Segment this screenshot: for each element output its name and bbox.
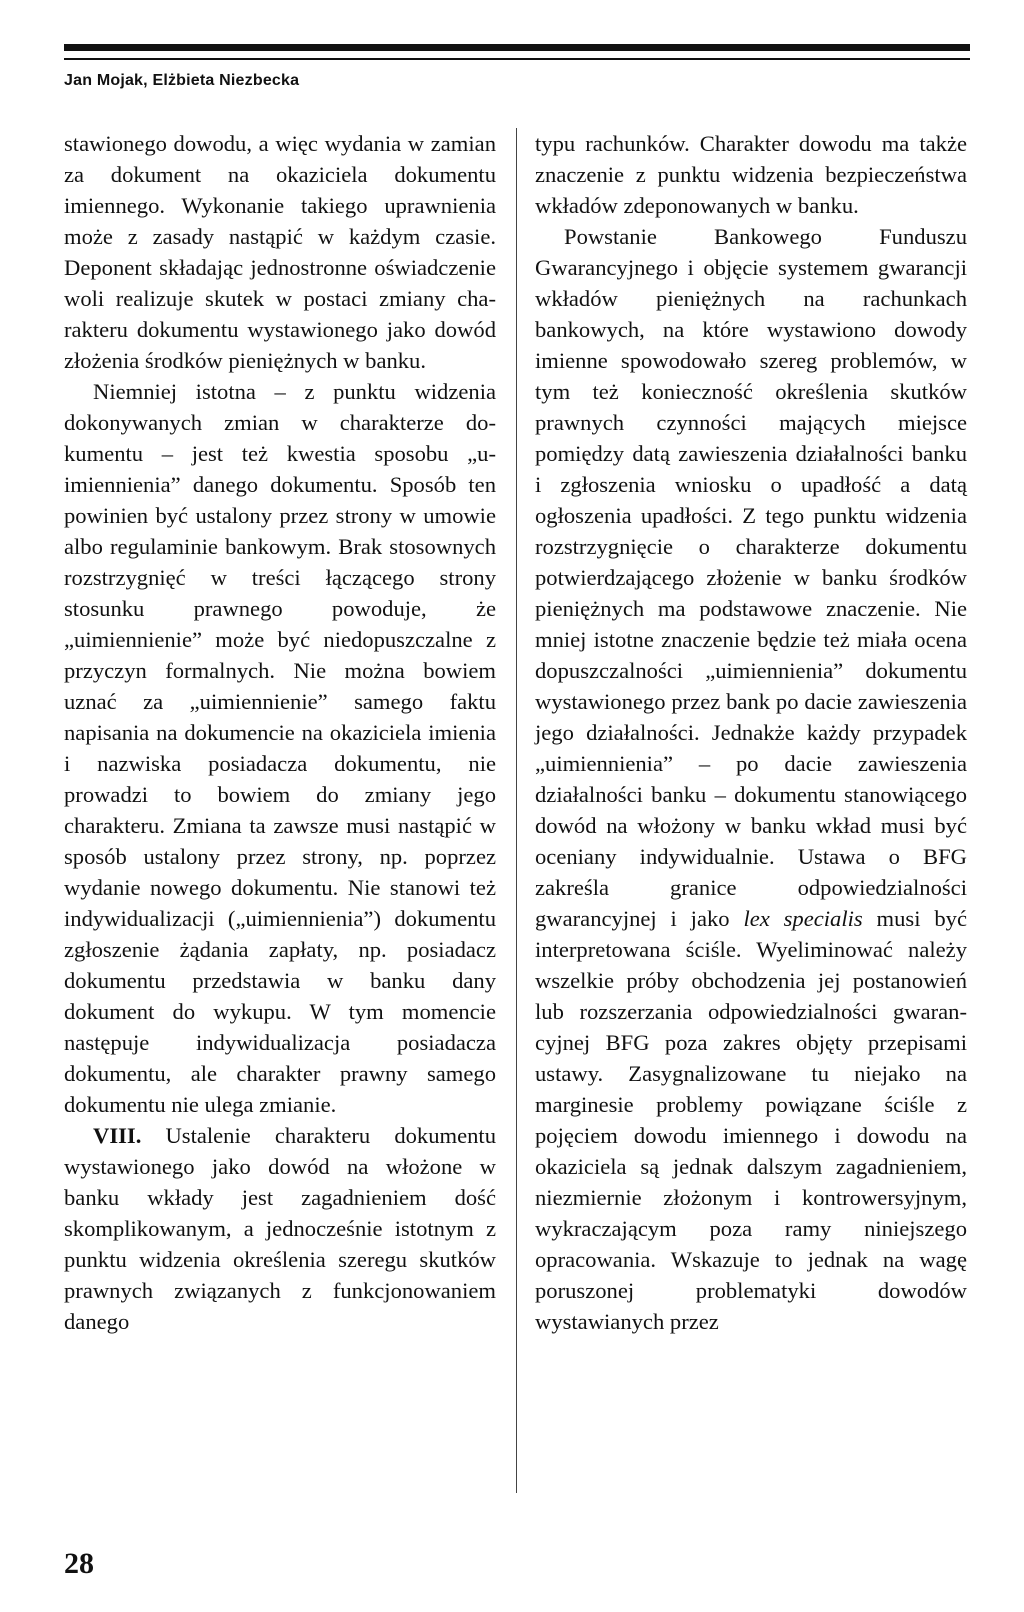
column-divider	[516, 128, 517, 1493]
right-paragraph-2-text: Powstanie Bankowego Funduszu Gwarancyjnego i objęcie systemem gwarancji wkładów pieniężnych na rachunkach bankowych, na które wystawiono dowody imienne spowodowało szereg problemów, w tym też konieczność określenia skutków prawnych czynności mających miejsce pomiędzy datą zawieszenia działalności banku i zgłoszenia wniosku o upadłość a datą ogłoszenia upadłości. Z tego punktu widzenia rozstrzygnięcie o charakterze dokumentu potwierdzającego złożenie w banku środków pieniężnych ma podstawowe znaczenie. Nie mniej istotne znaczenie będzie też miała ocena dopuszczalności „uimiennienia” dokumentu wystawionego przez bank po dacie zawieszenia jego działalności. Jednakże każdy przypadek „uimiennienia” – po dacie zawieszenia działalności banku – dokumentu stanowiącego dowód na włożony w banku wkład musi być oceniany indywidualnie. Ustawa o BFG zakreśla granice odpowiedzialności gwarancyjnej i jako	[535, 224, 967, 931]
left-text-column	[64, 128, 496, 1337]
right-paragraph-2-end: musi być interpretowana ściśle. Wyeliminować należy wszelkie próby obchodzenia jej postanowień lub rozszerzania odpowiedzialności gwarancyjnej BFG poza zakres objęty przepisami ustawy. Zasygnalizowane tu niejako na marginesie problemy powiązane ściśle z pojęciem dowodu imiennego i dowodu na okaziciela są jednak dalszym zagadnieniem, niezmiernie złożonym i kontrowersyjnym, wykraczającym poza ramy niniejszego opracowania. Wskazuje to jednak na wagę poruszonej problematyki dowodów wystawianych przez	[535, 906, 967, 1334]
left-paragraph-3	[64, 1120, 496, 1337]
page-number: 28	[64, 1547, 94, 1580]
running-head-authors: Jan Mojak, Elżbieta Niezbecka	[64, 72, 300, 89]
right-text-column	[535, 128, 967, 1337]
left-paragraph-1: stawionego dowodu, a więc wydania w zamian za dokument na okaziciela dokumentu imiennego. Wykonanie takiego uprawnienia może z zasady nastąpić w każdym czasie. Deponent składając jednostronne oświadczenie woli realizuje skutek w postaci zmiany charakteru dokumentu wystawionego jako dowód złożenia środków pieniężnych w banku.	[64, 131, 496, 373]
header-rule-thick	[64, 44, 970, 51]
header-rule-thin	[64, 58, 970, 60]
section-number: VIII.	[93, 1123, 142, 1148]
left-paragraph-2: Niemniej istotna – z punktu widzenia dokonywanych zmian w charakterze dokumentu – jest też kwestia sposobu „uimiennienia” danego dokumentu. Sposób ten powinien być ustalony przez strony w umowie albo regulaminie bankowym. Brak stosownych rozstrzygnięć w treści łączącego strony stosunku prawnego powoduje, że „uimiennienie” może być niedopuszczalne z przyczyn formalnych. Nie można bowiem uznać za „uimiennienie” samego faktu napisania na dokumencie na okaziciela imienia i nazwiska posiadacza dokumentu, nie prowadzi to bowiem do zmiany jego charakteru. Zmiana ta zawsze musi nastąpić w sposób ustalony przez strony, np. poprzez wydanie nowego dokumentu. Nie stanowi też indywidualizacji („uimiennienia”) dokumentu zgłoszenie żądania zapłaty, np. posiadacz dokumentu przedstawia w banku dany dokument do wykupu. W tym momencie następuje indywidualizacja posiadacza dokumentu, ale charakter prawny samego dokumentu nie ulega zmianie.	[64, 379, 496, 1117]
latin-term: lex specialis	[743, 906, 863, 931]
right-paragraph-2	[535, 221, 967, 1337]
right-paragraph-1: typu rachunków. Charakter dowodu ma także znaczenie z punktu widzenia bezpieczeństwa wkładów zdeponowanych w banku.	[535, 131, 967, 218]
left-paragraph-3-text: Ustalenie charakteru dokumentu wystawionego jako dowód na włożone w banku wkłady jest zagadnieniem dość skomplikowanym, a jednocześnie istotnym z punktu widzenia określenia szeregu skutków prawnych związanych z funkcjonowaniem danego	[64, 1123, 496, 1334]
